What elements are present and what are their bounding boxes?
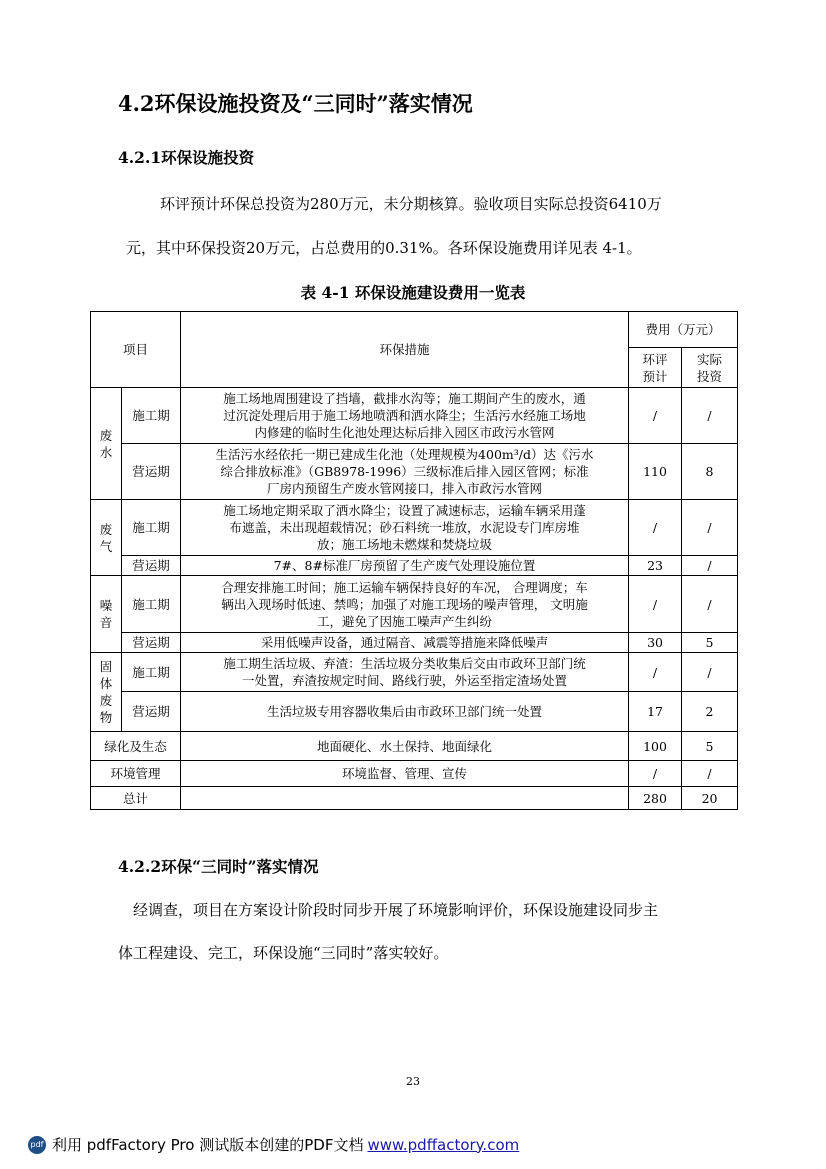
table-row: [91, 444, 738, 500]
footer-link[interactable]: www.pdffactory.com: [367, 1135, 520, 1154]
measure-cell: 合理安排施工时间；施工运输车辆保持良好的车况， 合理调度；车 辆出入现场时低速、禁鸣；加强了对施工现场的噪声管理， 文明施 工，避免了因施工噪声产生纠纷: [181, 576, 629, 633]
eia-cell: 23: [629, 556, 682, 576]
mgmt-eia: /: [629, 761, 682, 787]
table-caption: 表 4-1 环保设施建设费用一览表: [300, 283, 526, 302]
actual-cell: /: [682, 576, 738, 633]
table-row: [91, 388, 738, 444]
eia-cell: /: [629, 653, 682, 692]
mgmt-actual: /: [682, 761, 738, 787]
table-row: [91, 633, 738, 653]
actual-cell: 8: [682, 444, 738, 500]
measure-cell: 施工场地周围建设了挡墙，截排水沟等；施工期间产生的废水，通 过沉淀处理后用于施工场地喷洒和洒水降尘；生活污水经施工场地 内修建的临时生化池处理达标后排入园区市政污水管网: [181, 388, 629, 444]
actual-cell: 5: [682, 633, 738, 653]
header-item: 项目: [91, 312, 181, 388]
total-eia: 280: [629, 787, 682, 810]
actual-cell: /: [682, 500, 738, 556]
actual-cell: /: [682, 653, 738, 692]
table-row: [91, 500, 738, 556]
phase-cell: 营运期: [122, 444, 181, 500]
total-actual: 20: [682, 787, 738, 810]
table-row: [91, 653, 738, 692]
measure-cell: 生活污水经依托一期已建成生化池（处理规模为400m³/d）达《污水 综合排放标准》（GB8978-1996）三级标准后排入园区管网；标准 厂房内预留生产废水管网接口，排入市政污水管网: [181, 444, 629, 500]
category-solid-waste: 固 体 废 物: [91, 653, 122, 732]
measure-cell: 施工期生活垃圾、弃渣：生活垃圾分类收集后交由市政环卫部门统 一处置，弃渣按规定时间、路线行驶，外运至指定渣场处置: [181, 653, 629, 692]
eia-cell: 17: [629, 692, 682, 732]
mgmt-label: 环境管理: [91, 761, 181, 787]
header-measures: 环保措施: [181, 312, 629, 388]
category-noise: 噪 音: [91, 576, 122, 653]
paragraph-three-simultaneous-line1: 经调查，项目在方案设计阶段时同步开展了环境影响评价，环保设施建设同步主: [133, 901, 659, 919]
table-row: [91, 761, 738, 787]
phase-cell: 施工期: [122, 653, 181, 692]
actual-cell: /: [682, 556, 738, 576]
eia-cell: 110: [629, 444, 682, 500]
mgmt-measure: 环境监督、管理、宣传: [181, 761, 629, 787]
green-eia: 100: [629, 732, 682, 761]
eia-cell: /: [629, 388, 682, 444]
paragraph-investment-line2: 元，其中环保投资20万元，占总费用的0.31%。各环保设施费用详见表 4-1。: [126, 239, 642, 257]
section-title: 4.2环保设施投资及“三同时”落实情况: [118, 91, 473, 116]
phase-cell: 营运期: [122, 633, 181, 653]
eia-cell: 30: [629, 633, 682, 653]
header-actual: 实际 投资: [682, 348, 738, 388]
table-row: [91, 732, 738, 761]
phase-cell: 营运期: [122, 692, 181, 732]
green-label: 绿化及生态: [91, 732, 181, 761]
subsection-title-three-simultaneous: 4.2.2环保“三同时”落实情况: [118, 857, 319, 876]
table-row: [91, 692, 738, 732]
table-row: [91, 576, 738, 633]
measure-cell: 施工场地定期采取了洒水降尘；设置了减速标志，运输车辆采用蓬 布遮盖，未出现超载情况；砂石料统一堆放，水泥设专门库房堆 放；施工场地未燃煤和焚烧垃圾: [181, 500, 629, 556]
category-waste-gas: 废 气: [91, 500, 122, 576]
measure-cell: 7#、8#标准厂房预留了生产废气处理设施位置: [181, 556, 629, 576]
phase-cell: 施工期: [122, 576, 181, 633]
table-row: [91, 556, 738, 576]
total-measure: [181, 787, 629, 810]
investment-table: [90, 311, 738, 810]
phase-cell: 施工期: [122, 500, 181, 556]
eia-cell: /: [629, 576, 682, 633]
paragraph-investment-line1: 环评预计环保总投资为280万元，未分期核算。验收项目实际总投资6410万: [160, 195, 662, 213]
pdffactory-footer: [28, 1134, 519, 1155]
paragraph-three-simultaneous-line2: 体工程建设、完工，环保设施“三同时”落实较好。: [118, 944, 449, 962]
eia-cell: /: [629, 500, 682, 556]
actual-cell: 2: [682, 692, 738, 732]
phase-cell: 营运期: [122, 556, 181, 576]
subsection-title-investment: 4.2.1环保设施投资: [118, 148, 255, 167]
table-row: [91, 787, 738, 810]
measure-cell: 采用低噪声设备，通过隔音、减震等措施来降低噪声: [181, 633, 629, 653]
footer-text: 利用 pdfFactory Pro 测试版本创建的PDF文档: [52, 1136, 364, 1154]
page-number: 23: [406, 1075, 420, 1088]
total-label: 总计: [91, 787, 181, 810]
header-eia: 环评 预计: [629, 348, 682, 388]
green-actual: 5: [682, 732, 738, 761]
actual-cell: /: [682, 388, 738, 444]
pdffactory-logo-icon: pdf: [28, 1136, 46, 1154]
header-cost: 费用（万元）: [629, 312, 738, 348]
phase-cell: 施工期: [122, 388, 181, 444]
measure-cell: 生活垃圾专用容器收集后由市政环卫部门统一处置: [181, 692, 629, 732]
green-measure: 地面硬化、水土保持、地面绿化: [181, 732, 629, 761]
category-wastewater: 废 水: [91, 388, 122, 500]
